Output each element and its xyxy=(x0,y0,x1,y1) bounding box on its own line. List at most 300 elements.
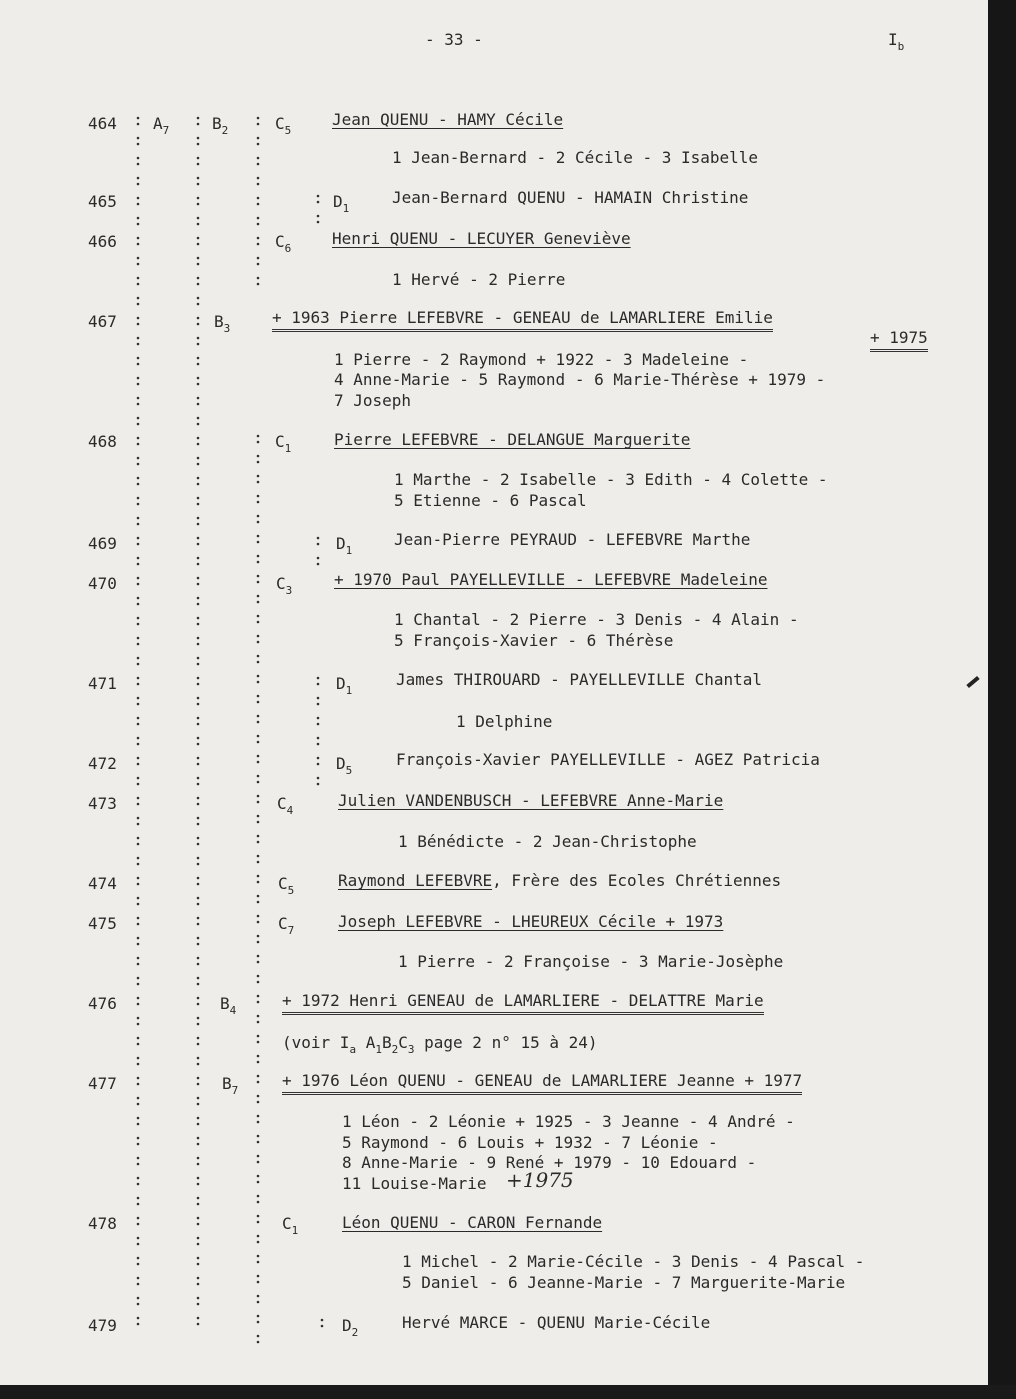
colon-dot xyxy=(317,563,320,566)
colon-dot xyxy=(197,257,200,260)
colon-dot xyxy=(197,817,200,820)
colon-dot xyxy=(197,323,200,326)
colon-dot xyxy=(197,763,200,766)
entry-number: 471 xyxy=(88,674,117,693)
colon-dot xyxy=(257,1021,260,1024)
colon-dot xyxy=(197,437,200,440)
generation-code: $C_5$ xyxy=(275,114,292,137)
entry-number: 472 xyxy=(88,754,117,773)
colon-dot xyxy=(197,1137,200,1140)
colon-dot xyxy=(137,363,140,366)
colon-dot xyxy=(137,637,140,640)
children-line: 8 Anne-Marie - 9 René + 1979 - 10 Edouard - xyxy=(342,1153,757,1172)
colon-dot xyxy=(197,857,200,860)
generation-code: $B_3$ xyxy=(214,312,231,335)
colon-dot xyxy=(257,501,260,504)
colon-dot xyxy=(257,615,260,618)
colon-dot xyxy=(137,963,140,966)
colon-dot xyxy=(257,561,260,564)
colon-dot xyxy=(197,657,200,660)
colon-dot xyxy=(137,1003,140,1006)
colon-dot xyxy=(257,257,260,260)
colon-dot xyxy=(197,217,200,220)
colon-dot xyxy=(257,1135,260,1138)
children-line: 7 Joseph xyxy=(334,391,412,410)
colon-dot xyxy=(137,1043,140,1046)
colon-dot xyxy=(257,735,260,738)
colon-dot xyxy=(137,1023,140,1026)
colon-dot xyxy=(197,1117,200,1120)
colon-dot xyxy=(197,603,200,606)
colon-dot xyxy=(137,763,140,766)
colon-dot xyxy=(197,477,200,480)
colon-dot xyxy=(197,1203,200,1206)
colon-dot xyxy=(257,861,260,864)
colon-dot xyxy=(137,1117,140,1120)
colon-dot xyxy=(257,1095,260,1098)
colon-dot xyxy=(257,655,260,658)
couple-line: Henri QUENU - LECUYER Geneviève xyxy=(332,229,631,248)
colon-dot xyxy=(197,1103,200,1106)
colon-dot xyxy=(197,1163,200,1166)
colon-dot xyxy=(197,537,200,540)
entry-number: 479 xyxy=(88,1316,117,1335)
colon-dot xyxy=(137,223,140,226)
colon-dot xyxy=(137,723,140,726)
colon-dot xyxy=(257,1275,260,1278)
colon-dot xyxy=(257,177,260,180)
colon-dot xyxy=(197,243,200,246)
colon-dot xyxy=(317,683,320,686)
colon-dot xyxy=(137,683,140,686)
colon-dot xyxy=(197,1237,200,1240)
colon-dot xyxy=(257,841,260,844)
colon-dot xyxy=(257,1295,260,1298)
colon-dot xyxy=(197,923,200,926)
colon-dot xyxy=(137,1323,140,1326)
colon-dot xyxy=(197,1083,200,1086)
colon-dot xyxy=(137,943,140,946)
colon-dot xyxy=(317,215,320,218)
colon-dot xyxy=(257,1061,260,1064)
colon-dot xyxy=(257,1015,260,1018)
colon-dot xyxy=(137,843,140,846)
colon-dot xyxy=(257,157,260,160)
colon-dot xyxy=(137,1123,140,1126)
colon-dot xyxy=(257,1235,260,1238)
colon-dot xyxy=(257,455,260,458)
colon-dot xyxy=(137,1143,140,1146)
colon-dot xyxy=(197,1143,200,1146)
colon-dot xyxy=(257,1341,260,1344)
colon-dot xyxy=(137,283,140,286)
colon-dot xyxy=(197,583,200,586)
colon-dot xyxy=(197,1057,200,1060)
colon-dot xyxy=(317,543,320,546)
colon-dot xyxy=(257,163,260,166)
colon-dot xyxy=(257,237,260,240)
children-line: 5 François-Xavier - 6 Thérèse xyxy=(394,631,674,650)
colon-dot xyxy=(257,143,260,146)
colon-dot xyxy=(137,543,140,546)
generation-code: $C_1$ xyxy=(282,1214,299,1237)
children-line: 5 Daniel - 6 Jeanne-Marie - 7 Marguerite-Marie xyxy=(402,1273,846,1292)
colon-dot xyxy=(137,1097,140,1100)
colon-dot xyxy=(137,297,140,300)
colon-dot xyxy=(197,223,200,226)
colon-dot xyxy=(257,541,260,544)
colon-dot xyxy=(257,117,260,120)
colon-dot xyxy=(197,1123,200,1126)
couple-line: Jean QUENU - HAMY Cécile xyxy=(332,110,564,129)
colon-dot xyxy=(137,217,140,220)
colon-dot xyxy=(197,343,200,346)
section-tag: $I_b$ xyxy=(888,30,905,53)
colon-dot xyxy=(317,777,320,780)
colon-dot xyxy=(197,877,200,880)
colon-dot xyxy=(197,277,200,280)
colon-dot xyxy=(257,895,260,898)
colon-dot xyxy=(317,557,320,560)
colon-dot xyxy=(137,163,140,166)
colon-dot xyxy=(257,183,260,186)
colon-dot xyxy=(197,377,200,380)
colon-dot xyxy=(197,163,200,166)
colon-dot xyxy=(257,1201,260,1204)
colon-dot xyxy=(197,983,200,986)
colon-dot xyxy=(197,523,200,526)
colon-dot xyxy=(137,997,140,1000)
colon-dot xyxy=(257,1261,260,1264)
colon-dot xyxy=(257,601,260,604)
colon-dot xyxy=(137,1077,140,1080)
colon-dot xyxy=(137,883,140,886)
colon-dot xyxy=(197,423,200,426)
colon-dot xyxy=(137,437,140,440)
colon-dot xyxy=(137,1157,140,1160)
colon-dot xyxy=(197,783,200,786)
colon-dot xyxy=(257,1221,260,1224)
colon-dot xyxy=(317,703,320,706)
colon-dot xyxy=(257,1161,260,1164)
colon-dot xyxy=(137,917,140,920)
entry-number: 477 xyxy=(88,1074,117,1093)
colon-dot xyxy=(257,481,260,484)
couple-line: Joseph LEFEBVRE - LHEUREUX Cécile + 1973 xyxy=(338,912,724,931)
colon-dot xyxy=(137,1277,140,1280)
colon-dot xyxy=(137,1103,140,1106)
colon-dot xyxy=(137,497,140,500)
colon-dot xyxy=(137,663,140,666)
colon-dot xyxy=(137,177,140,180)
colon-dot xyxy=(137,1037,140,1040)
colon-dot xyxy=(197,883,200,886)
generation-code: $B_7$ xyxy=(222,1074,239,1097)
colon-dot xyxy=(137,863,140,866)
colon-dot xyxy=(257,801,260,804)
generation-code: $D_1$ xyxy=(336,674,353,697)
colon-dot xyxy=(257,461,260,464)
colon-dot xyxy=(137,803,140,806)
colon-dot xyxy=(197,863,200,866)
children-line: 1 Bénédicte - 2 Jean-Christophe xyxy=(398,832,697,851)
entry-number: 478 xyxy=(88,1214,117,1233)
colon-dot xyxy=(257,795,260,798)
colon-dot xyxy=(317,537,320,540)
colon-dot xyxy=(197,617,200,620)
colon-dot xyxy=(137,757,140,760)
couple-line: Jean-Bernard QUENU - HAMAIN Christine xyxy=(392,188,749,207)
colon-dot xyxy=(257,1001,260,1004)
colon-dot xyxy=(137,563,140,566)
colon-dot xyxy=(197,263,200,266)
colon-dot xyxy=(257,1075,260,1078)
colon-dot xyxy=(197,737,200,740)
colon-dot xyxy=(137,817,140,820)
colon-dot xyxy=(137,643,140,646)
colon-dot xyxy=(257,955,260,958)
colon-dot xyxy=(137,463,140,466)
colon-dot xyxy=(257,761,260,764)
colon-dot xyxy=(137,523,140,526)
colon-dot xyxy=(257,1215,260,1218)
colon-dot xyxy=(137,403,140,406)
colon-dot xyxy=(137,1163,140,1166)
colon-dot xyxy=(257,755,260,758)
entry-number: 473 xyxy=(88,794,117,813)
colon-dot xyxy=(137,343,140,346)
entry-number: 474 xyxy=(88,874,117,893)
colon-dot xyxy=(317,717,320,720)
colon-dot xyxy=(257,223,260,226)
colon-dot xyxy=(137,397,140,400)
colon-dot xyxy=(317,697,320,700)
colon-dot xyxy=(197,963,200,966)
entry-number: 465 xyxy=(88,192,117,211)
colon-dot xyxy=(257,621,260,624)
colon-dot xyxy=(257,641,260,644)
colon-dot xyxy=(137,737,140,740)
couple-line: Hervé MARCE - QUENU Marie-Cécile xyxy=(402,1313,711,1332)
colon-dot xyxy=(137,383,140,386)
generation-code: $C_5$ xyxy=(278,874,295,897)
colon-dot xyxy=(137,1317,140,1320)
entry-number: 464 xyxy=(88,114,117,133)
colon-dot xyxy=(137,517,140,520)
entry-number: 476 xyxy=(88,994,117,1013)
generation-code: $D_1$ xyxy=(333,192,350,215)
colon-dot xyxy=(197,723,200,726)
colon-dot xyxy=(197,303,200,306)
colon-dot xyxy=(257,881,260,884)
colon-dot xyxy=(137,923,140,926)
children-line: 5 Raymond - 6 Louis + 1932 - 7 Léonie - xyxy=(342,1133,718,1152)
scan-edge xyxy=(988,0,1016,1399)
colon-dot xyxy=(137,777,140,780)
colon-dot xyxy=(197,543,200,546)
colon-dot xyxy=(137,623,140,626)
children-line: 11 Louise-Marie xyxy=(342,1174,487,1193)
colon-dot xyxy=(257,1181,260,1184)
colon-dot xyxy=(257,1321,260,1324)
colon-dot xyxy=(257,995,260,998)
colon-dot xyxy=(197,1243,200,1246)
colon-dot xyxy=(257,495,260,498)
colon-dot xyxy=(257,941,260,944)
colon-dot xyxy=(197,977,200,980)
colon-dot xyxy=(137,697,140,700)
colon-dot xyxy=(317,677,320,680)
colon-dot xyxy=(257,581,260,584)
colon-dot xyxy=(257,283,260,286)
colon-dot xyxy=(197,997,200,1000)
couple-line: Léon QUENU - CARON Fernande xyxy=(342,1213,603,1232)
colon-dot xyxy=(137,937,140,940)
colon-dot xyxy=(197,903,200,906)
colon-dot xyxy=(137,417,140,420)
colon-dot xyxy=(137,257,140,260)
colon-dot xyxy=(137,277,140,280)
colon-dot xyxy=(257,1175,260,1178)
colon-dot xyxy=(137,1063,140,1066)
colon-dot xyxy=(257,695,260,698)
colon-dot xyxy=(137,797,140,800)
colon-dot xyxy=(197,1063,200,1066)
colon-dot xyxy=(137,237,140,240)
colon-dot xyxy=(317,723,320,726)
colon-dot xyxy=(197,1217,200,1220)
colon-dot xyxy=(137,317,140,320)
colon-dot xyxy=(197,157,200,160)
couple-line: James THIROUARD - PAYELLEVILLE Chantal xyxy=(396,670,763,689)
colon-dot xyxy=(137,1137,140,1140)
colon-dot xyxy=(137,703,140,706)
colon-dot xyxy=(137,1017,140,1020)
colon-dot xyxy=(317,221,320,224)
colon-dot xyxy=(197,503,200,506)
colon-dot xyxy=(257,821,260,824)
colon-dot xyxy=(257,775,260,778)
colon-dot xyxy=(137,1303,140,1306)
colon-dot xyxy=(197,823,200,826)
colon-dot xyxy=(137,243,140,246)
reference-note: (voir $I_a$ $A_1B_2C_3$ page 2 n° 15 à 24) xyxy=(282,1033,598,1056)
colon-dot xyxy=(137,303,140,306)
colon-dot xyxy=(197,417,200,420)
colon-dot xyxy=(197,1277,200,1280)
colon-dot xyxy=(197,117,200,120)
couple-line: + 1970 Paul PAYELLEVILLE - LEFEBVRE Madeleine xyxy=(334,570,768,589)
colon-dot xyxy=(257,961,260,964)
colon-dot xyxy=(137,337,140,340)
colon-dot xyxy=(197,677,200,680)
children-line: 1 Léon - 2 Léonie + 1925 - 3 Jeanne - 4 André - xyxy=(342,1112,795,1131)
colon-dot xyxy=(137,823,140,826)
couple-line: François-Xavier PAYELLEVILLE - AGEZ Patricia xyxy=(396,750,820,769)
colon-dot xyxy=(197,297,200,300)
colon-dot xyxy=(257,855,260,858)
colon-dot xyxy=(197,1197,200,1200)
generation-code: $C_1$ xyxy=(275,432,292,455)
entry-number: 468 xyxy=(88,432,117,451)
colon-dot xyxy=(257,137,260,140)
colon-dot xyxy=(197,837,200,840)
colon-dot xyxy=(137,1283,140,1286)
children-line: 1 Michel - 2 Marie-Cécile - 3 Denis - 4 Pascal - xyxy=(402,1252,865,1271)
colon-dot xyxy=(137,1237,140,1240)
colon-dot xyxy=(137,423,140,426)
colon-dot xyxy=(197,703,200,706)
colon-dot xyxy=(197,283,200,286)
colon-dot xyxy=(257,1255,260,1258)
colon-dot xyxy=(257,243,260,246)
colon-dot xyxy=(257,277,260,280)
colon-dot xyxy=(137,197,140,200)
colon-dot xyxy=(197,1283,200,1286)
generation-code: $B_4$ xyxy=(220,994,237,1017)
children-line: 1 Pierre - 2 Françoise - 3 Marie-Josèphe xyxy=(398,952,784,971)
colon-dot xyxy=(137,457,140,460)
colon-dot xyxy=(137,263,140,266)
colon-dot xyxy=(197,683,200,686)
colon-dot xyxy=(257,975,260,978)
colon-dot xyxy=(257,441,260,444)
colon-dot xyxy=(137,443,140,446)
colon-dot xyxy=(137,483,140,486)
colon-dot xyxy=(197,337,200,340)
colon-dot xyxy=(257,901,260,904)
colon-dot xyxy=(197,1317,200,1320)
couple-line: Jean-Pierre PEYRAUD - LEFEBVRE Marthe xyxy=(394,530,751,549)
colon-dot xyxy=(137,1297,140,1300)
colon-dot xyxy=(257,595,260,598)
colon-dot xyxy=(197,1097,200,1100)
colon-dot xyxy=(137,603,140,606)
couple-line: + 1972 Henri GENEAU de LAMARLIERE - DELATTRE Marie xyxy=(282,991,764,1015)
colon-dot xyxy=(197,383,200,386)
colon-dot xyxy=(137,117,140,120)
colon-dot xyxy=(197,143,200,146)
colon-dot xyxy=(197,317,200,320)
colon-dot xyxy=(197,663,200,666)
colon-dot xyxy=(257,875,260,878)
colon-dot xyxy=(197,1303,200,1306)
colon-dot xyxy=(137,783,140,786)
colon-dot xyxy=(257,521,260,524)
children-line: 4 Anne-Marie - 5 Raymond - 6 Marie-Thérèse + 1979 - xyxy=(334,370,826,389)
colon-dot xyxy=(257,197,260,200)
generation-code: $C_6$ xyxy=(275,232,292,255)
colon-dot xyxy=(197,563,200,566)
colon-dot xyxy=(257,123,260,126)
colon-dot xyxy=(197,1003,200,1006)
colon-dot xyxy=(197,717,200,720)
colon-dot xyxy=(257,1121,260,1124)
generation-code: $D_1$ xyxy=(336,534,353,557)
generation-code: $D_2$ xyxy=(342,1316,359,1339)
colon-dot xyxy=(137,1183,140,1186)
colon-dot xyxy=(317,783,320,786)
colon-dot xyxy=(197,517,200,520)
colon-dot xyxy=(137,377,140,380)
colon-dot xyxy=(137,1217,140,1220)
colon-dot xyxy=(197,957,200,960)
colon-dot xyxy=(257,535,260,538)
children-line: 1 Marthe - 2 Isabelle - 3 Edith - 4 Colette - xyxy=(394,470,828,489)
colon-dot xyxy=(137,123,140,126)
colon-dot xyxy=(257,741,260,744)
colon-dot xyxy=(197,1037,200,1040)
